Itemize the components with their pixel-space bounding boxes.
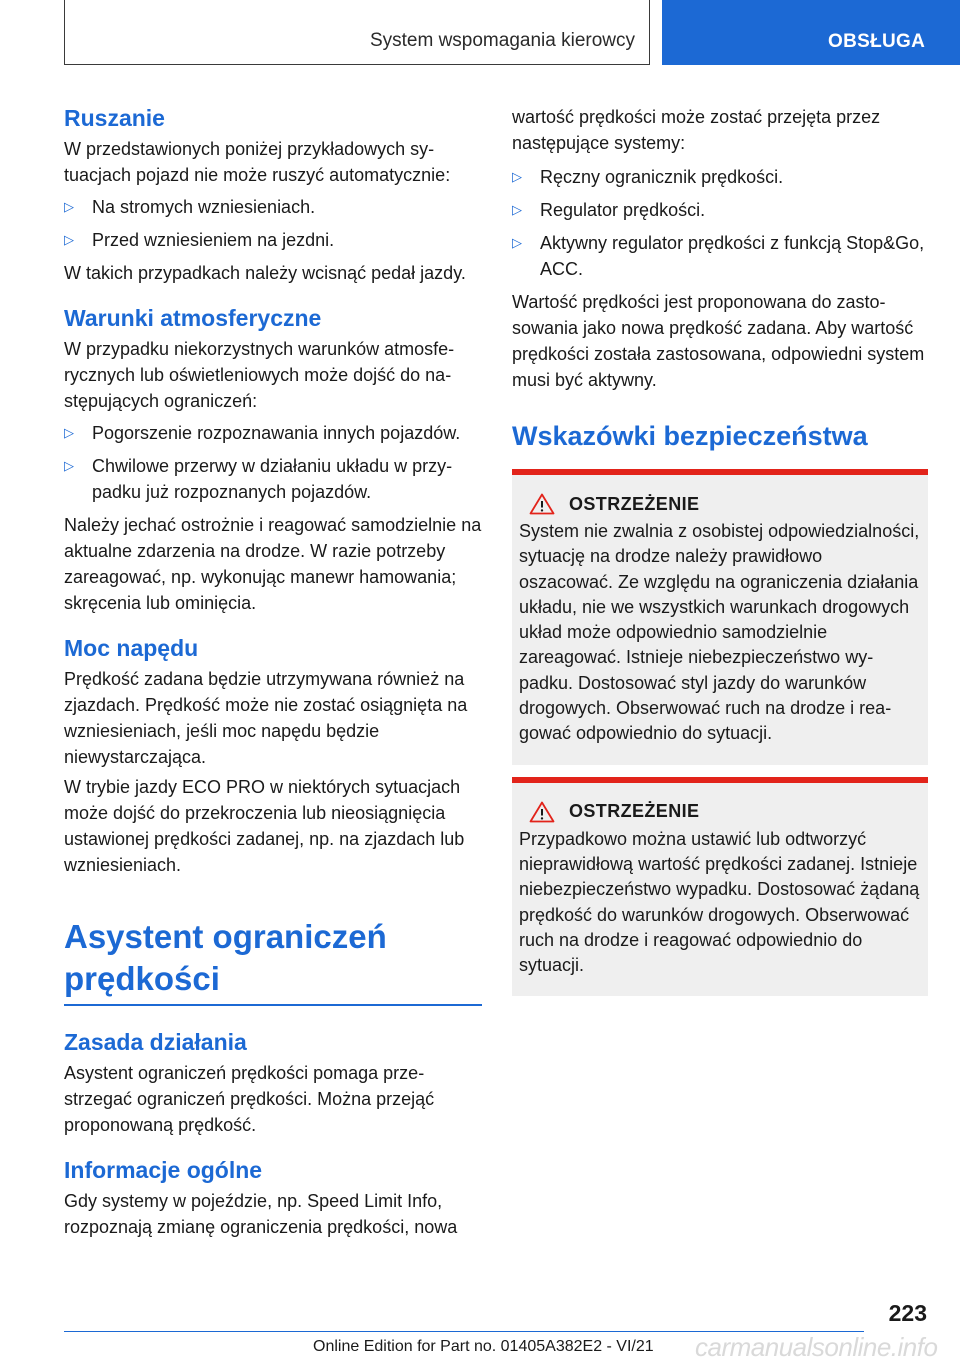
header-chapter-tab-label: OBSŁUGA <box>828 31 926 52</box>
page-number: 223 <box>888 1300 927 1326</box>
paragraph-ruszanie-intro: W przedstawionych poniżej przykładowych sytuacjach pojazd nie może ruszyć automatycznie: <box>64 139 451 185</box>
list-item <box>512 197 928 223</box>
list-item <box>64 194 482 220</box>
list-item-text: Aktywny regulator prędkości z funkcją Stop&Go, ACC. <box>540 233 925 279</box>
header-section-title: System wspomagania kierowcy <box>369 30 635 51</box>
list-ruszanie <box>64 194 482 253</box>
list-item-text: Chwilowe przerwy w działaniu układu w przypadku już rozpoznanych pojazdów. <box>92 456 453 502</box>
list-item <box>512 230 928 282</box>
paragraph-zasada: Asystent ograniczeń prędkości pomaga przestrzegać ograniczeń prędkości. Można przejąć proponowaną prędkość. <box>64 1063 435 1135</box>
list-warunki <box>64 420 482 505</box>
paragraph-informacje: Gdy systemy w pojeździe, np. Speed Limit Info, rozpoznają zmianę ograniczenia prędkości, nowa <box>64 1191 458 1237</box>
heading-warunki: Warunki atmosferyczne <box>64 305 322 331</box>
paragraph-continuation-intro: wartość prędkości może zostać przejęta przez następujące systemy: <box>512 107 881 153</box>
list-item-text: Ręczny ogranicznik prędkości. <box>540 167 784 187</box>
warning-header <box>519 801 921 823</box>
warning-header <box>519 493 921 515</box>
list-item <box>64 453 482 505</box>
bullet-icon: ▷ <box>512 169 522 184</box>
list-systems <box>512 164 928 282</box>
warning-box <box>512 777 928 997</box>
bullet-icon: ▷ <box>64 232 74 247</box>
bullet-icon: ▷ <box>64 458 74 473</box>
heading-informacje: Informacje ogólne <box>64 1157 263 1183</box>
list-item <box>512 164 928 190</box>
heading-moc: Moc napędu <box>64 635 199 661</box>
header-section-box <box>64 0 650 65</box>
header-chapter-tab <box>662 0 960 65</box>
warning-triangle-icon <box>529 801 555 823</box>
warning-text: Przypadkowo można ustawić lub odtworzyć nieprawidłową wartość prędkości zadanej. Istnieje niebezpieczeństwo wypadku. Dostosować żądaną prędkość do warunków drogowych. Obserwować ruch na drodze i reagować odpowiednio do sytuacji. <box>519 828 920 976</box>
right-column <box>512 104 928 996</box>
bullet-icon: ▷ <box>64 425 74 440</box>
chapter-title-asystent: Asystent ograniczeń prędkości <box>64 916 482 1006</box>
footer-edition: Online Edition for Part no. 01405A382E2 - VI/21 <box>313 1338 654 1355</box>
bullet-icon: ▷ <box>64 199 74 214</box>
list-item <box>64 227 482 253</box>
paragraph-moc-2: W trybie jazdy ECO PRO w niektórych sytuacjach może dojść do przekroczenia lub nieosiągnięcia ustawionej prędkości zadanej, np. na zjazdach lub wzniesieniach. <box>64 777 465 875</box>
heading-zasada: Zasada działania <box>64 1029 247 1055</box>
list-item-text: Pogorszenie rozpoznawania innych pojazdów. <box>92 423 461 443</box>
heading-ruszanie: Ruszanie <box>64 105 165 131</box>
paragraph-continuation-outro: Wartość prędkości jest proponowana do zastosowania jako nowa prędkość zadana. Aby wartość prędkości została zastosowana, odpowiedni system musi być aktywny. <box>512 292 925 390</box>
list-item-text: Regulator prędkości. <box>540 200 706 220</box>
paragraph-warunki-intro: W przypadku niekorzystnych warunków atmosferycznych lub oświetleniowych może dojść do następujących ograniczeń: <box>64 339 455 411</box>
left-column <box>64 100 482 1240</box>
bullet-icon: ▷ <box>512 202 522 217</box>
list-item <box>64 420 482 446</box>
warning-box <box>512 469 928 765</box>
list-item-text: Przed wzniesieniem na jezdni. <box>92 230 335 250</box>
warning-title: OSTRZEŻENIE <box>569 801 700 822</box>
heading-safety: Wskazówki bezpieczeństwa <box>512 421 868 451</box>
list-item-text: Na stromych wzniesieniach. <box>92 197 316 217</box>
footer-watermark: carmanualsonline.info <box>695 1332 938 1362</box>
warning-triangle-icon <box>529 493 555 515</box>
warning-title: OSTRZEŻENIE <box>569 493 700 514</box>
warning-text: System nie zwalnia z osobistej odpowiedzialności, sytuację na drodze należy prawidłowo oszacować. Ze względu na ograniczenia działania układu, nie we wszystkich warunkach drogowych układ może odpowiednio samodzielnie zareagować. Istnieje niebezpieczeństwo wypadku. Dostosować styl jazdy do warunków drogowych. Obserwować ruch na drodze i reagować odpowiednio do sytuacji. <box>519 521 920 744</box>
paragraph-ruszanie-outro: W takich przypadkach należy wcisnąć pedał jazdy. <box>64 263 466 283</box>
bullet-icon: ▷ <box>512 235 522 250</box>
paragraph-moc-1: Prędkość zadana będzie utrzymywana również na zjazdach. Prędkość może nie zostać osiągnięta na wzniesieniach, jeśli moc napędu będzie niewystarczająca. <box>64 669 468 767</box>
paragraph-warunki-outro: Należy jechać ostrożnie i reagować samodzielnie na aktualne zdarzenia na drodze. W razie potrzeby zareagować, np. wykonując manewr hamowania; skręcenia lub ominięcia. <box>64 515 482 613</box>
